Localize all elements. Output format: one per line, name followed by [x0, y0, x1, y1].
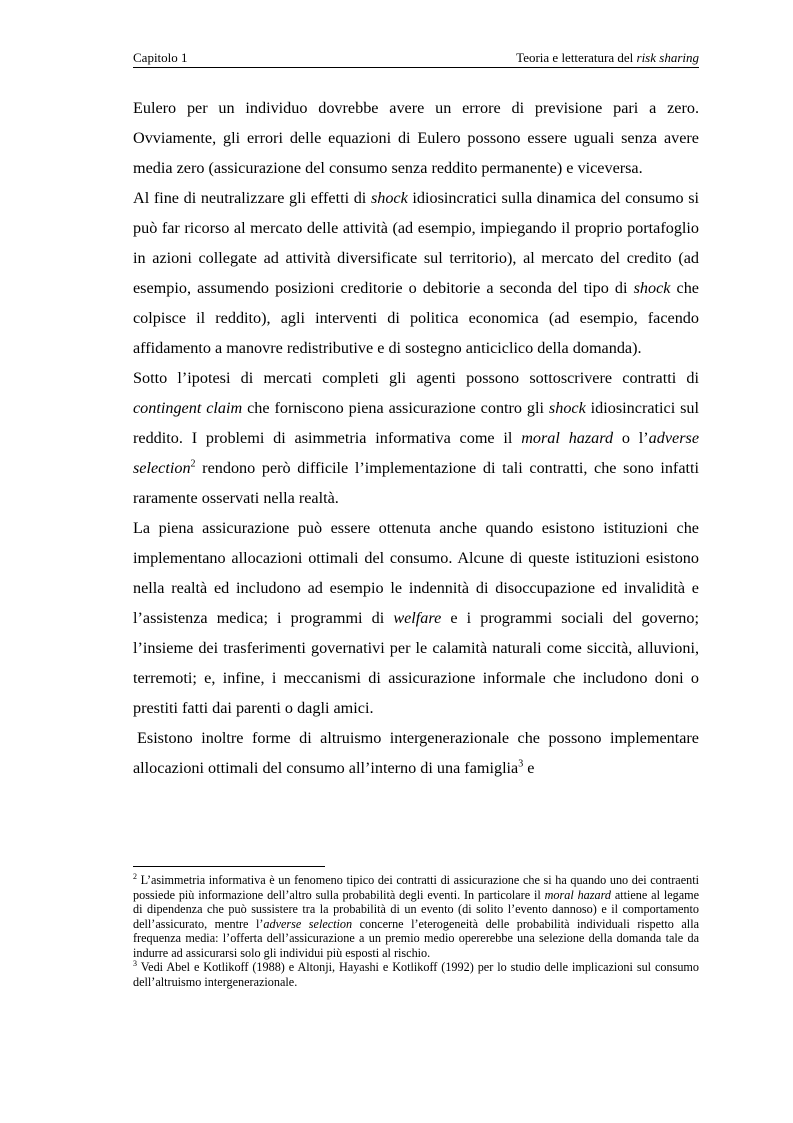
p3-shock: shock: [548, 399, 586, 417]
fn2-moral-hazard: moral hazard: [544, 887, 611, 902]
chapter-label: Capitolo 1: [133, 50, 188, 65]
p2-text-a: Al fine di neutralizzare gli effetti di: [133, 189, 371, 207]
section-title-italic: risk sharing: [636, 50, 699, 65]
p4-welfare: welfare: [393, 609, 442, 627]
fn2-text-c: concerne l’eterogeneità delle probabilità individuali rispetto alla frequenza media: l’offerta dell’assicurazione a un premio medio opererebbe una selezione della domanda tale da indurre ad assicurarsi solo gli individui più esposti al rischio.: [133, 916, 699, 960]
p3-adverse-selection: adverse selection: [133, 429, 700, 477]
footnote-3: [133, 960, 699, 989]
p3-text-e: rendono però difficile l’implementazione di tali contratti, che sono infatti raramente osservati nella realtà.: [133, 459, 699, 507]
p5-text-b: e: [523, 759, 535, 777]
footnote-2-number: 2: [133, 871, 137, 881]
p3-contingent-claim: contingent claim: [133, 399, 243, 417]
p2-text-b: idiosincratici sulla dinamica del consumo si può far ricorso al mercato delle attività (ad esempio, impiegando il proprio portafoglio in azioni collegate ad attività diversificate sul territorio), al mercato del credito (ad esempio, assumendo posizioni creditorie o debitorie a seconda del tipo di: [133, 189, 699, 297]
section-title: [516, 50, 699, 65]
p4-text-a: La piena assicurazione può essere ottenuta anche quando esistono istituzioni che implementano allocazioni ottimali del consumo. Alcune di queste istituzioni esistono nella realtà ed includono ad esempio le indennità di disoccupazione ed invalidità e l’assistenza medica; i programmi di: [133, 519, 699, 627]
p3-text-c: idiosincratici sul reddito. I problemi di asimmetria informativa come il: [133, 399, 699, 447]
fn3-text: Vedi Abel e Kotlikoff (1988) e Altonji, Hayashi e Kotlikoff (1992) per lo studio delle implicazioni sul consumo dell’altruismo intergenerazionale.: [133, 960, 699, 989]
p3-text-b: che forniscono piena assicurazione contro gli: [242, 399, 549, 417]
fn2-text-a: L’asimmetria informativa è un fenomeno tipico dei contratti di assicurazione che si ha quando uno dei contraenti possiede più informazione dell’altro sulla probabilità degli eventi. In particolare il: [133, 873, 699, 902]
footnote-rule: [133, 866, 325, 867]
main-text: [133, 93, 699, 783]
p4-text-b: e i programmi sociali del governo; l’insieme dei trasferimenti governativi per le calamità naturali come siccità, alluvioni, terremoti; e, infine, i meccanismi di assicurazione informale che includono doni o prestiti fatti dai parenti o dagli amici.: [133, 609, 699, 717]
footnote-3-number: 3: [133, 958, 137, 968]
footnotes: [133, 873, 699, 989]
footnote-2: [133, 873, 699, 960]
section-title-prefix: Teoria e letteratura del: [516, 50, 637, 65]
paragraph-3: [133, 363, 699, 513]
footnote-ref-3[interactable]: 3: [518, 758, 524, 770]
p3-moral-hazard: moral hazard: [521, 429, 614, 447]
p2-shock-2: shock: [633, 279, 671, 297]
paragraph-1: Eulero per un individuo dovrebbe avere un errore di previsione pari a zero. Ovviamente, gli errori delle equazioni di Eulero possono essere uguali senza avere media zero (assicurazione del consumo senza reddito permanente) e viceversa.: [133, 99, 699, 177]
p3-text-d: o l’: [613, 429, 649, 447]
footnote-ref-2[interactable]: 2: [190, 458, 196, 470]
paragraph-4: [133, 513, 699, 723]
paragraph-5: [133, 723, 699, 783]
fn2-text-b: attiene al legame di dipendenza che può sussistere tra la probabilità di un evento (di solito l’evento dannoso) e il comportamento dell’assicurato, mentre l’: [133, 887, 700, 931]
p3-text-a: Sotto l’ipotesi di mercati completi gli agenti possono sottoscrivere contratti di: [133, 369, 699, 387]
fn2-adverse-selection: adverse selection: [263, 916, 353, 931]
p2-text-c: che colpisce il reddito), agli interventi di politica economica (ad esempio, facendo affidamento a manovre redistributive e di sostegno anticiclico della domanda).: [133, 279, 699, 357]
p5-text-a: Esistono inoltre forme di altruismo intergenerazionale che possono implementare allocazioni ottimali del consumo all’interno di una famiglia: [133, 729, 699, 777]
header-rule: [133, 67, 699, 68]
p2-shock-1: shock: [370, 189, 408, 207]
paragraph-2: [133, 183, 699, 363]
